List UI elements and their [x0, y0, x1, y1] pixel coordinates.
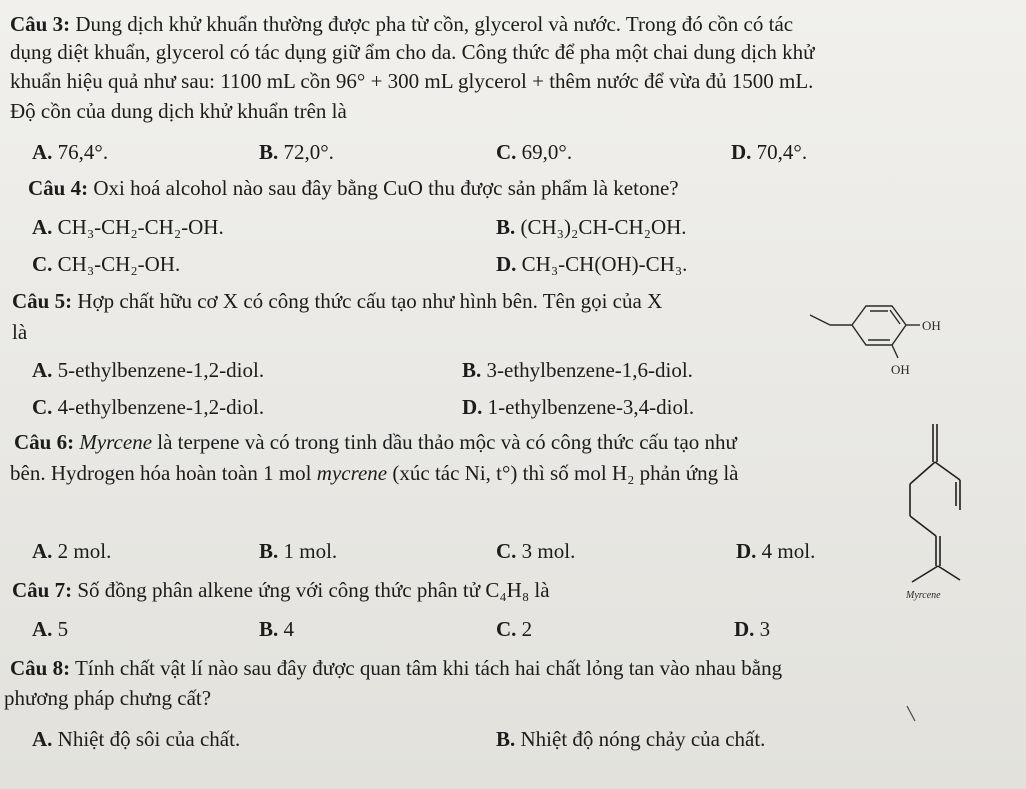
q3-option-c[interactable] [496, 140, 572, 164]
option-key: A. [32, 140, 53, 164]
q6-myrcene-term: Myrcene [79, 430, 153, 454]
oh-label-1: OH [922, 318, 941, 333]
q4-line-1 [28, 176, 679, 200]
option-text: CH₃-CH(OH)-CH₃. [516, 252, 688, 276]
option-text: 5 [52, 617, 69, 641]
option-text: 2 mol. [52, 539, 112, 563]
q8-text-1: Tính chất vật lí nào sau đây được quan tâm khi tách hai chất lỏng tan vào nhau bằng [70, 656, 783, 680]
oh-label-2: OH [891, 362, 910, 377]
q6-line-2 [10, 461, 739, 485]
q3-line-4: Độ cồn của dung dịch khử khuẩn trên là [10, 99, 347, 123]
option-key: C. [32, 395, 53, 419]
option-key: A. [32, 215, 53, 239]
q3-option-d[interactable] [731, 140, 807, 164]
q7-option-d[interactable] [734, 617, 770, 641]
option-key: C. [496, 617, 517, 641]
option-key: D. [731, 140, 752, 164]
option-text: 72,0°. [278, 140, 334, 164]
ethylbenzenediol-structure [800, 292, 970, 384]
q4-option-c[interactable] [32, 252, 180, 276]
q6-option-c[interactable] [496, 539, 575, 563]
q3-option-b[interactable] [259, 140, 334, 164]
q7-option-a[interactable] [32, 617, 68, 641]
option-key: B. [462, 358, 482, 382]
option-text: 1-ethylbenzene-3,4-diol. [482, 395, 695, 419]
q5-line-2: là [12, 320, 28, 344]
option-text: 4 mol. [756, 539, 816, 563]
q7-label: Câu 7: [12, 578, 73, 602]
option-text: 2 [516, 617, 533, 641]
option-text: 69,0°. [516, 140, 573, 164]
q7-option-b[interactable] [259, 617, 294, 641]
option-key: D. [736, 539, 757, 563]
q6-text-2a: bên. Hydrogen hóa hoàn toàn 1 mol [10, 461, 317, 485]
q4-text-1: Oxi hoá alcohol nào sau đây bằng CuO thu được sản phẩm là ketone? [88, 176, 679, 200]
q6-option-a[interactable] [32, 539, 111, 563]
q5-text-1: Hợp chất hữu cơ X có công thức cấu tạo như hình bên. Tên gọi của X [72, 289, 663, 313]
option-text: Nhiệt độ nóng chảy của chất. [515, 727, 766, 751]
option-text: CH₃-CH₂-OH. [52, 252, 181, 276]
q5-option-d[interactable] [462, 395, 694, 419]
option-key: C. [496, 140, 517, 164]
option-key: B. [259, 617, 279, 641]
q3-text-1: Dung dịch khử khuẩn thường được pha từ cồn, glycerol và nước. Trong đó cồn có tác [70, 12, 794, 36]
myrcene-structure [896, 420, 976, 605]
option-text: 3 [754, 617, 771, 641]
q5-option-c[interactable] [32, 395, 264, 419]
option-key: B. [496, 727, 516, 751]
q5-line-1 [12, 289, 662, 313]
q3-label: Câu 3: [10, 12, 71, 36]
q5-option-b[interactable] [462, 358, 693, 382]
q7-line-1 [12, 578, 550, 602]
option-text: 4 [278, 617, 295, 641]
option-text: (CH₃)₂CH-CH₂OH. [515, 215, 687, 239]
q6-text-1: là terpene và có trong tinh dầu thảo mộc và có công thức cấu tạo như [152, 430, 737, 454]
q7-text-1: Số đồng phân alkene ứng với công thức phân tử C₄H₈ là [72, 578, 550, 602]
q3-line-2: dụng diệt khuẩn, glycerol có tác dụng giữ ẩm cho da. Công thức để pha một chai dung dịch khử [10, 40, 815, 64]
option-key: C. [496, 539, 517, 563]
option-text: 5-ethylbenzene-1,2-diol. [52, 358, 265, 382]
q5-label: Câu 5: [12, 289, 73, 313]
option-key: D. [734, 617, 755, 641]
q3-option-a[interactable] [32, 140, 108, 164]
q8-label: Câu 8: [10, 656, 71, 680]
q4-label: Câu 4: [28, 176, 89, 200]
q6-option-b[interactable] [259, 539, 337, 563]
q8-option-b[interactable] [496, 727, 765, 751]
q6-option-d[interactable] [736, 539, 815, 563]
q8-line-1 [10, 656, 782, 680]
option-text: 76,4°. [52, 140, 109, 164]
option-key: A. [32, 727, 53, 751]
option-key: C. [32, 252, 53, 276]
q3-line-1 [10, 12, 793, 36]
option-key: D. [462, 395, 483, 419]
option-key: A. [32, 358, 53, 382]
q6-line-1 [14, 430, 737, 454]
option-text: 3 mol. [516, 539, 576, 563]
q8-option-a[interactable] [32, 727, 240, 751]
q4-option-a[interactable] [32, 215, 224, 239]
pencil-mark [905, 704, 919, 724]
option-key: A. [32, 539, 53, 563]
option-text: 4-ethylbenzene-1,2-diol. [52, 395, 265, 419]
option-key: B. [259, 140, 279, 164]
option-text: 1 mol. [278, 539, 338, 563]
q4-option-d[interactable] [496, 252, 687, 276]
option-key: B. [496, 215, 516, 239]
q3-line-3: khuẩn hiệu quả như sau: 1100 mL cồn 96° + 300 mL glycerol + thêm nước để vừa đủ 1500 mL. [10, 69, 814, 93]
q8-line-2: phương pháp chưng cất? [4, 686, 212, 710]
option-text: 3-ethylbenzene-1,6-diol. [481, 358, 693, 382]
q6-label: Câu 6: [14, 430, 75, 454]
option-text: 70,4°. [751, 140, 808, 164]
q6-mycrene-term: mycrene [316, 461, 388, 485]
myrcene-caption: Myrcene [906, 590, 941, 601]
option-text: CH₃-CH₂-CH₂-OH. [52, 215, 224, 239]
q5-option-a[interactable] [32, 358, 264, 382]
q6-text-2c: (xúc tác Ni, t°) thì số mol H₂ phản ứng là [387, 461, 739, 485]
option-text: Nhiệt độ sôi của chất. [52, 727, 241, 751]
option-key: D. [496, 252, 517, 276]
q7-option-c[interactable] [496, 617, 532, 641]
option-key: B. [259, 539, 279, 563]
q4-option-b[interactable] [496, 215, 687, 239]
option-key: A. [32, 617, 53, 641]
